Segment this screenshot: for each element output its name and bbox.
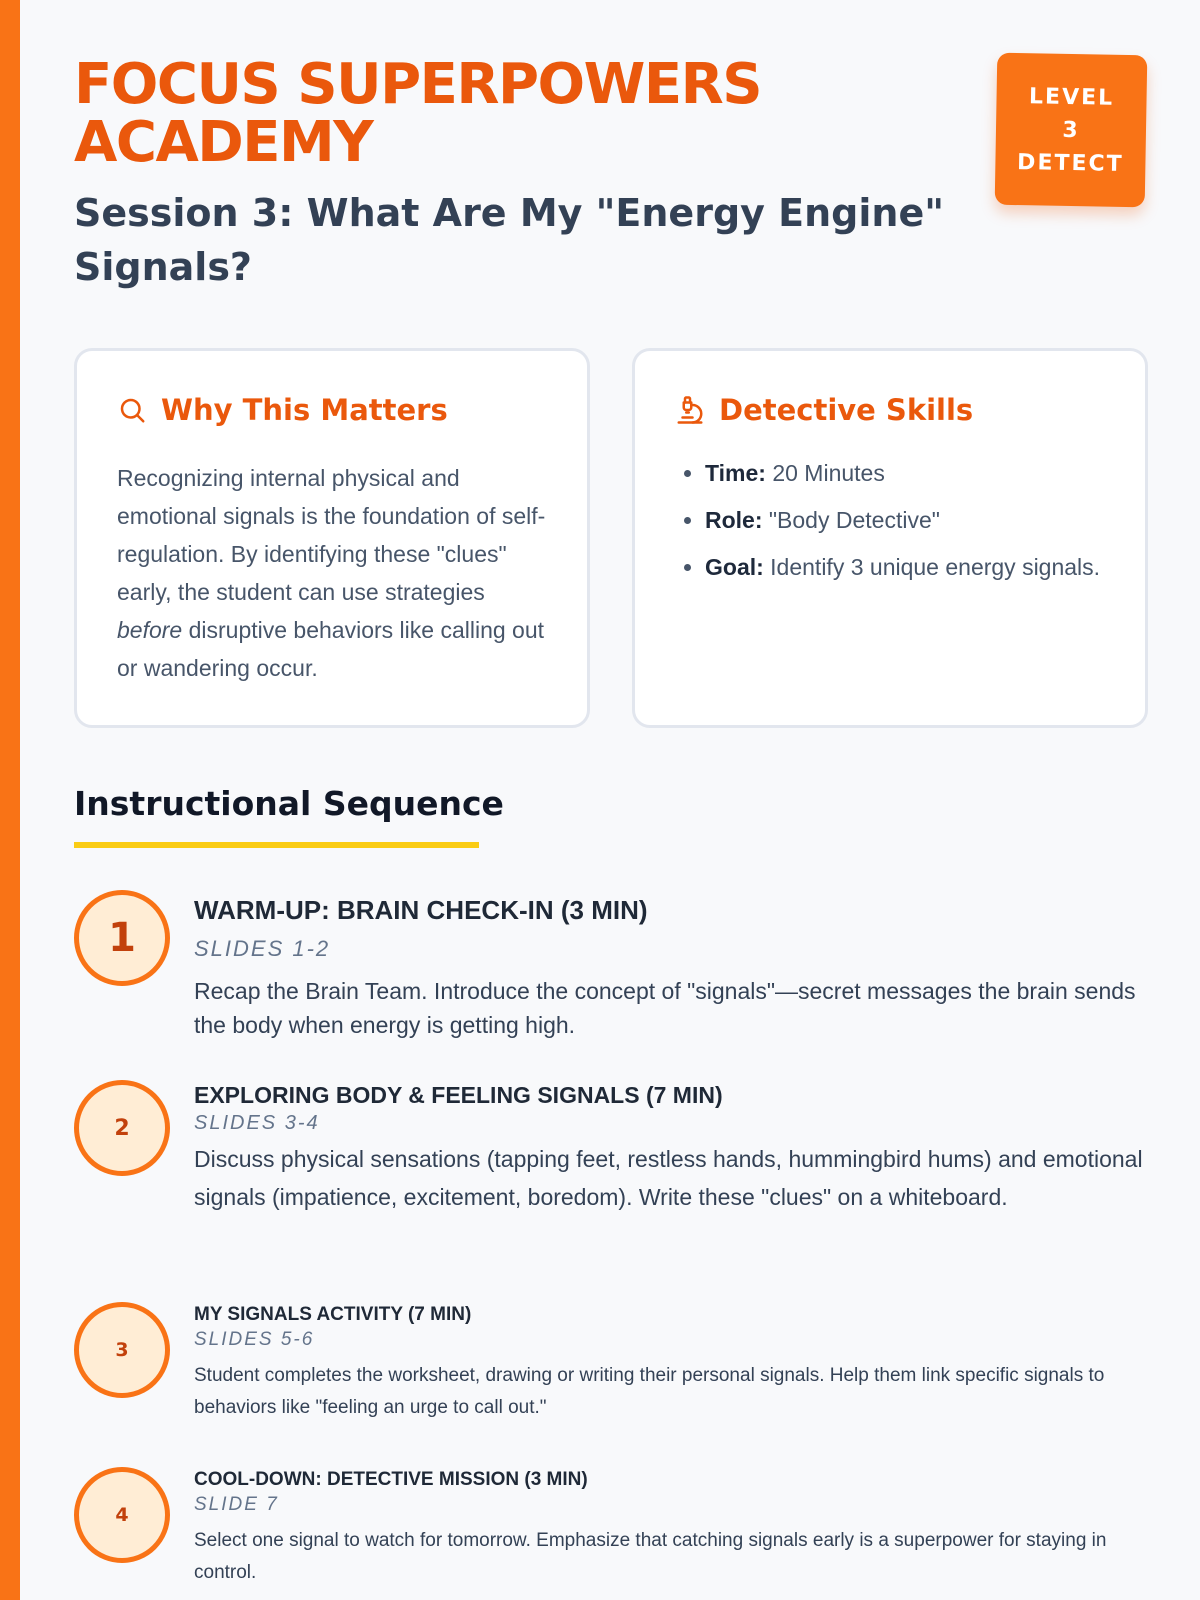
step-description: Discuss physical sensations (tapping feet, restless hands, hummingbird hums) and emotional signals (impatience, excitement, boredom). Write these "clues" on a whiteboard. [194, 1146, 1143, 1210]
step-slides: SLIDES 3-4 [194, 1112, 320, 1134]
page-title: FOCUS SUPERPOWERS ACADEMY [74, 52, 762, 175]
skill-label: Role: [705, 507, 763, 533]
step-number-badge: 4 [74, 1467, 170, 1563]
section-heading: Instructional Sequence [74, 784, 504, 823]
skill-value: 20 Minutes [765, 460, 885, 486]
step-slides: SLIDES 5-6 [194, 1329, 315, 1350]
step-content [194, 894, 1144, 1042]
session-subtitle: Session 3: What Are My "Energy Engine" Signals? [74, 191, 945, 289]
why-card-heading: Why This Matters [161, 393, 448, 427]
heading-underline [74, 842, 479, 848]
search-icon [117, 395, 147, 425]
skill-label: Goal: [705, 554, 764, 580]
step-content [194, 1467, 1144, 1589]
microscope-icon [675, 395, 705, 425]
step-title: EXPLORING BODY & FEELING SIGNALS (7 MIN) [194, 1082, 723, 1108]
skills-card-heading: Detective Skills [719, 393, 974, 427]
step-number-badge: 1 [74, 890, 170, 986]
step-number-badge: 2 [74, 1080, 170, 1176]
step-slides: SLIDES 1-2 [194, 936, 331, 961]
skill-value: Identify 3 unique energy signals. [763, 554, 1101, 580]
skills-list [675, 457, 1135, 598]
skills-card-header [675, 393, 973, 427]
step-slides: SLIDE 7 [194, 1494, 279, 1515]
step-title: WARM-UP: BRAIN CHECK-IN (3 MIN) [194, 895, 648, 925]
detective-skills-card [632, 348, 1148, 728]
why-card-text [117, 459, 547, 687]
skill-item-time [705, 457, 1135, 490]
level-badge [995, 53, 1148, 208]
level-badge-number: 3 [1062, 117, 1080, 144]
level-badge-stage: DETECT [1016, 150, 1124, 177]
step-title: COOL-DOWN: DETECTIVE MISSION (3 MIN) [194, 1469, 588, 1490]
why-this-matters-card [74, 348, 590, 728]
why-text-part: disruptive behaviors like calling out or wandering occur. [117, 617, 545, 681]
step-description: Student completes the worksheet, drawing or writing their personal signals. Help them link specific signals to behaviors like "feeling an urge to call out." [194, 1365, 1105, 1418]
step-number-badge: 3 [74, 1302, 170, 1398]
level-badge-label: LEVEL [1028, 84, 1115, 111]
skill-item-role [705, 504, 1135, 537]
skill-label: Time: [705, 460, 766, 486]
why-text-part: Recognizing internal physical and emotional signals is the foundation of self-regulation. By identifying these "clues" early, the student can use strategies [117, 465, 546, 605]
step-title: MY SIGNALS ACTIVITY (7 MIN) [194, 1304, 472, 1325]
why-text-emphasis: before [117, 617, 183, 643]
left-accent-bar [0, 0, 20, 1600]
why-card-header [117, 393, 448, 427]
step-content [194, 1302, 1144, 1424]
skill-item-goal [705, 551, 1135, 584]
step-description: Select one signal to watch for tomorrow. Emphasize that catching signals early is a superpower for staying in control. [194, 1530, 1107, 1583]
skill-value: "Body Detective" [762, 507, 940, 533]
step-content [194, 1080, 1144, 1216]
step-description: Recap the Brain Team. Introduce the concept of "signals"—secret messages the brain sends the body when energy is getting high. [194, 978, 1136, 1038]
